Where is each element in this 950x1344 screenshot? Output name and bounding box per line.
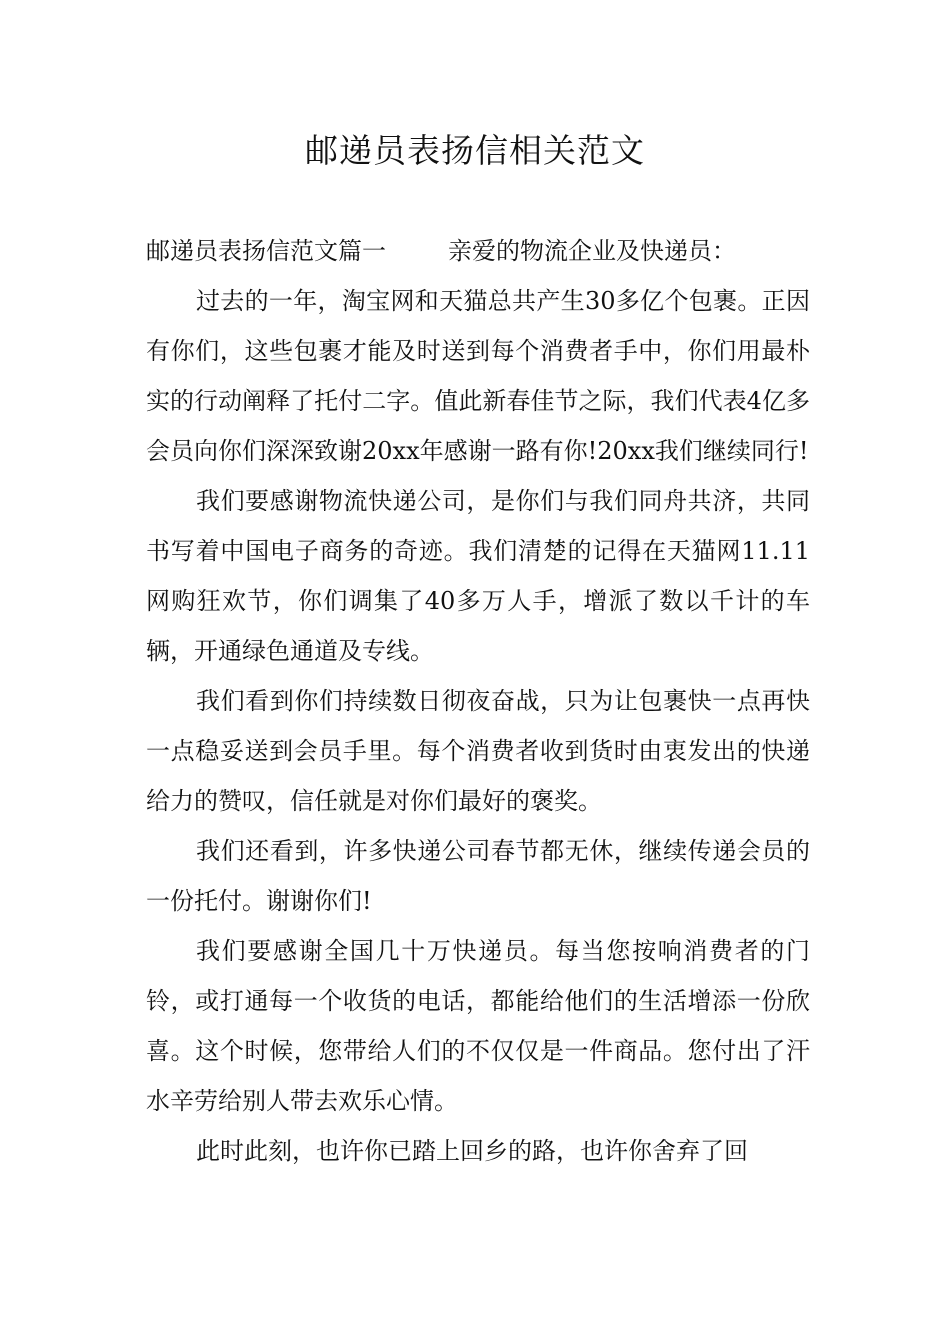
salutation: 亲爱的物流企业及快递员： bbox=[448, 237, 736, 265]
document-body bbox=[146, 226, 810, 1176]
section-heading: 邮递员表扬信范文篇一 bbox=[146, 237, 386, 265]
section-heading-line bbox=[146, 226, 810, 276]
paragraph-5: 我们要感谢全国几十万快递员。每当您按响消费者的门铃，或打通每一个收货的电话，都能给他们的生活增添一份欣喜。这个时候，您带给人们的不仅仅是一件商品。您付出了汗水辛劳给别人带去欢乐心情。 bbox=[146, 937, 810, 1115]
paragraph-6: 此时此刻，也许你已踏上回乡的路，也许你舍弃了回 bbox=[196, 1137, 748, 1165]
paragraph-3: 我们看到你们持续数日彻夜奋战，只为让包裹快一点再快一点稳妥送到会员手里。每个消费者收到货时由衷发出的快递给力的赞叹，信任就是对你们最好的褒奖。 bbox=[146, 687, 810, 815]
paragraph-4: 我们还看到，许多快递公司春节都无休，继续传递会员的一份托付。谢谢你们! bbox=[146, 837, 810, 915]
paragraph-2: 我们要感谢物流快递公司，是你们与我们同舟共济，共同书写着中国电子商务的奇迹。我们清楚的记得在天猫网11.11网购狂欢节，你们调集了40多万人手，增派了数以千计的车辆，开通绿色通道及专线。 bbox=[146, 487, 810, 665]
paragraph-1: 过去的一年，淘宝网和天猫总共产生30多亿个包裹。正因有你们，这些包裹才能及时送到每个消费者手中，你们用最朴实的行动阐释了托付二字。值此新春佳节之际，我们代表4亿多会员向你们深深致谢20xx年感谢一路有你!20xx我们继续同行! bbox=[146, 287, 810, 465]
document-title: 邮递员表扬信相关范文 bbox=[305, 131, 645, 170]
